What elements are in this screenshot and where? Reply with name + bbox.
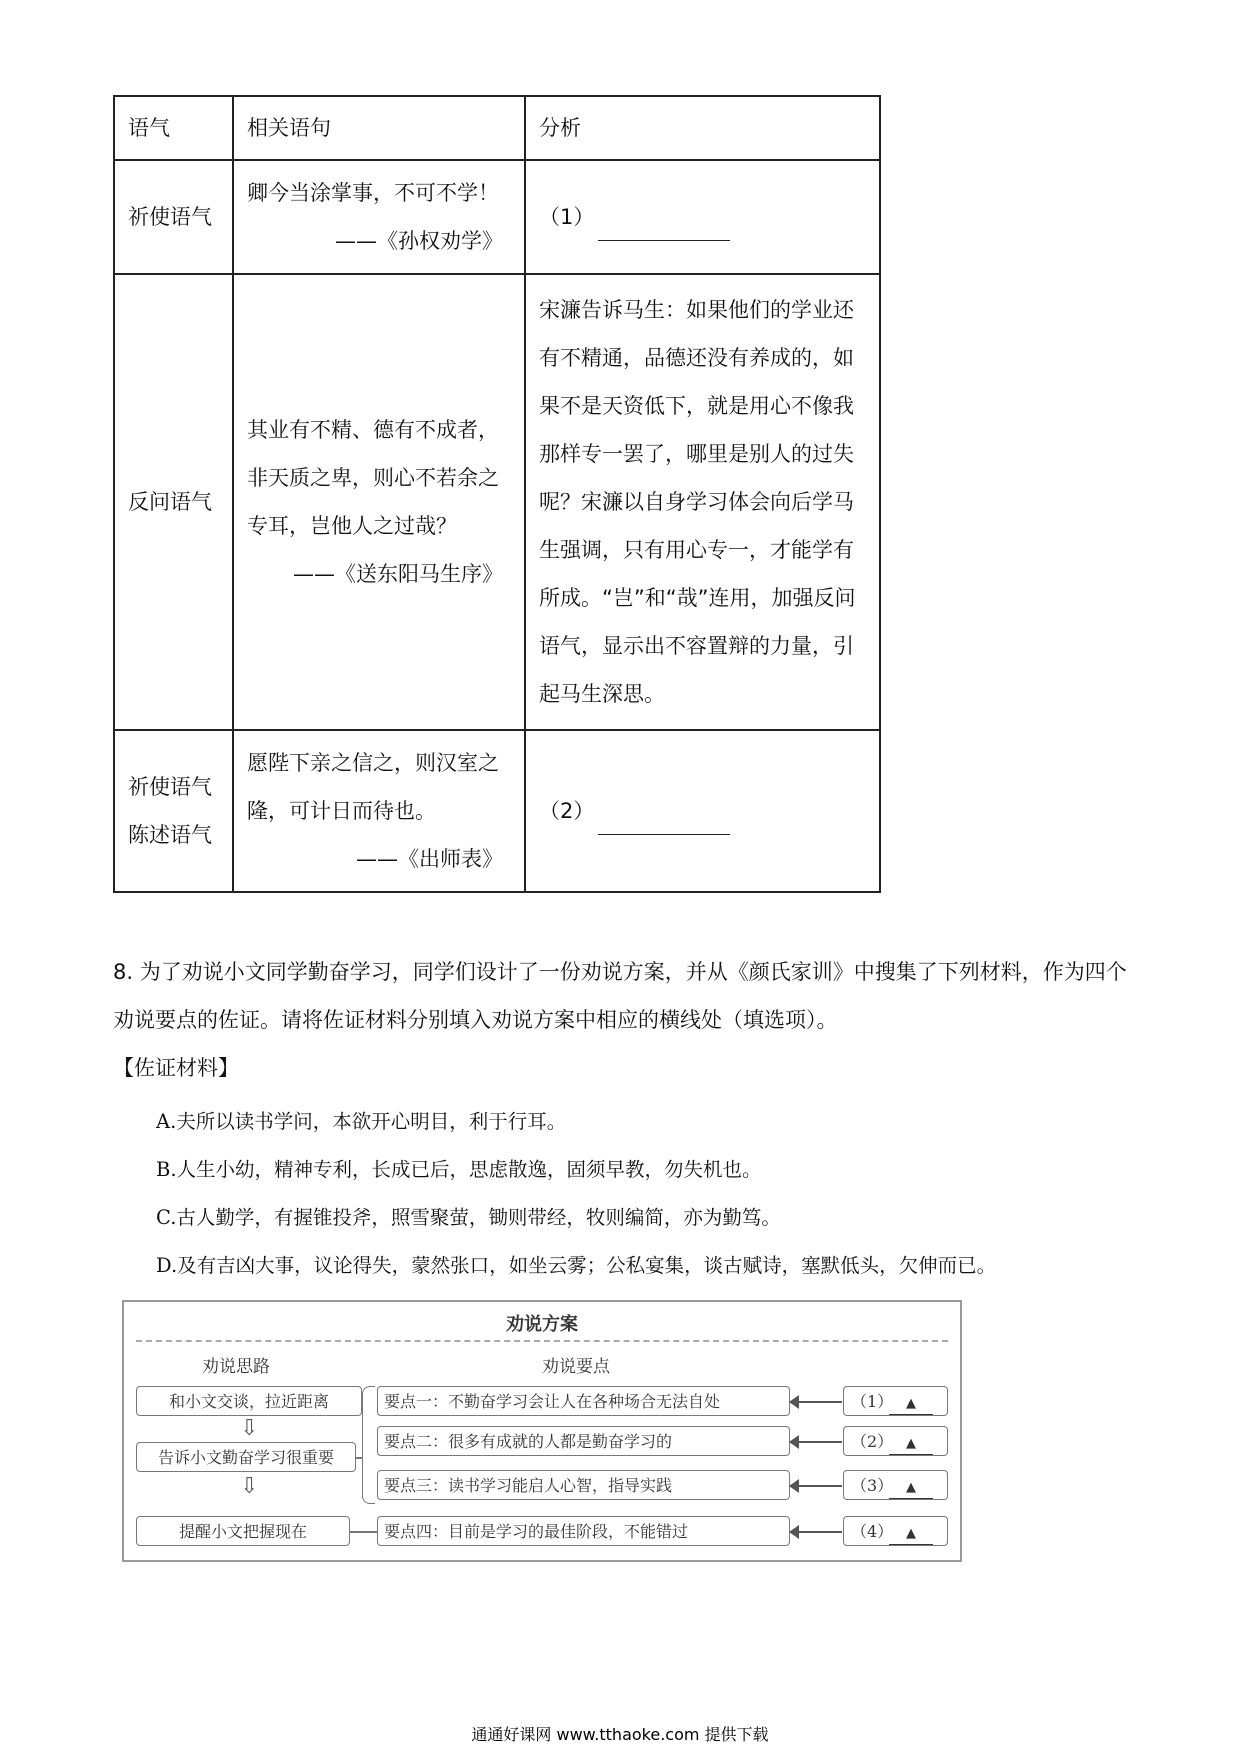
page-footer: 通通好课网 www.tthaoke.com 提供下载 [471,1725,769,1744]
row-source: ——《送东阳马生序》 [293,562,503,586]
option-d: D.及有吉凶大事，议论得失，蒙然张口，如坐云雾；公私宴集，谈古赋诗，塞默低头，欠伸而已。 [156,1254,997,1277]
triangle-icon: ▲ [889,1478,933,1499]
triangle-icon: ▲ [889,1434,933,1455]
connector-line [356,1457,362,1459]
row-tone: 反问语气 [114,274,233,730]
answer-box-3[interactable] [843,1470,948,1500]
header-analysis: 分析 [525,96,880,160]
idea-box-2: 告诉小文勤奋学习很重要 [136,1442,356,1472]
answer-blank-1[interactable] [598,218,730,241]
point-box-4: 要点四：目前是学习的最佳阶段，不能错过 [377,1516,790,1546]
answer-num: （1） [851,1392,894,1411]
triangle-icon: ▲ [889,1524,933,1545]
down-arrow-icon: ⇩ [240,1416,259,1441]
header-tone: 语气 [114,96,233,160]
row-sentence: 愿陛下亲之信之，则汉室之隆，可计日而待也。 [247,751,499,823]
question-8 [113,948,1133,1044]
left-arrow-icon [790,1531,842,1533]
row-analysis: 宋濂告诉马生：如果他们的学业还有不精通，品德还没有养成的，如果不是天资低下，就是用心不像我那样专一罢了，哪里是别人的过失呢？宋濂以自身学习体会向后学马生强调，只有用心专一，才能学有所成。“岂”和“哉”连用，加强反问语气，显示出不容置辩的力量，引起马生深思。 [525,274,880,730]
tone-analysis-table [113,95,881,893]
row-analysis-cell [525,730,880,892]
idea-box-3: 提醒小文把握现在 [136,1516,350,1546]
scheme-title: 劝说方案 [506,1314,578,1335]
option-a: A.夫所以读书学问，本欲开心明目，利于行耳。 [156,1110,567,1133]
left-arrow-icon [790,1401,842,1403]
table-header-row [114,96,880,160]
point-box-2: 要点二：很多有成就的人都是勤奋学习的 [377,1426,790,1456]
header-sentence: 相关语句 [233,96,525,160]
row-tone-cell [114,730,233,892]
table-row [114,160,880,274]
evidence-heading: 【佐证材料】 [113,1056,239,1080]
answer-num: （2） [851,1432,894,1451]
option-c: C.古人勤学，有握锥投斧，照雪聚萤，锄则带经，牧则编简，亦为勤笃。 [156,1206,781,1229]
answer-label-2: （2） [539,799,595,823]
connector-line [350,1531,377,1533]
persuasion-scheme-figure [122,1300,962,1562]
row-sentence: 其业有不精、德有不成者，非天质之卑，则心不若余之专耳，岂他人之过哉？ [247,418,499,538]
row-source: ——《出师表》 [356,847,503,871]
table-row [114,274,880,730]
point-box-1: 要点一：不勤奋学习会让人在各种场合无法自处 [377,1386,790,1416]
row-tone-2: 陈述语气 [128,823,212,847]
row-sentence-cell [233,274,525,730]
scheme-divider [136,1340,948,1342]
row-tone: 祈使语气 [128,775,212,799]
answer-blank-2[interactable] [598,812,730,835]
answer-label-1: （1） [539,205,595,229]
left-arrow-icon [790,1485,842,1487]
row-analysis-cell [525,160,880,274]
answer-box-1[interactable] [843,1386,948,1416]
row-sentence: 卿今当涂掌事，不可不学！ [247,181,499,205]
evidence-options [156,1098,1156,1290]
scheme-col-ideas: 劝说思路 [202,1357,270,1377]
bracket-connector [362,1386,375,1504]
row-source: ——《孙权劝学》 [335,229,503,253]
row-sentence-cell [233,160,525,274]
answer-box-2[interactable] [843,1426,948,1456]
left-arrow-icon [790,1441,842,1443]
row-tone: 祈使语气 [114,160,233,274]
answer-num: （3） [851,1476,894,1495]
down-arrow-icon: ⇩ [240,1474,259,1499]
question-8-text: 8. 为了劝说小文同学勤奋学习，同学们设计了一份劝说方案，并从《颜氏家训》中搜集了下列材料，作为四个劝说要点的佐证。请将佐证材料分别填入劝说方案中相应的横线处（填选项）。 [113,960,1127,1032]
point-box-3: 要点三：读书学习能启人心智，指导实践 [377,1470,790,1500]
triangle-icon: ▲ [889,1394,933,1415]
answer-num: （4） [851,1522,894,1541]
table-row [114,730,880,892]
idea-box-1: 和小文交谈，拉近距离 [136,1386,362,1416]
row-sentence-cell [233,730,525,892]
scheme-col-points: 劝说要点 [542,1357,610,1377]
answer-box-4[interactable] [843,1516,948,1546]
option-b: B.人生小幼，精神专利，长成已后，思虑散逸，固须早教，勿失机也。 [156,1158,762,1181]
